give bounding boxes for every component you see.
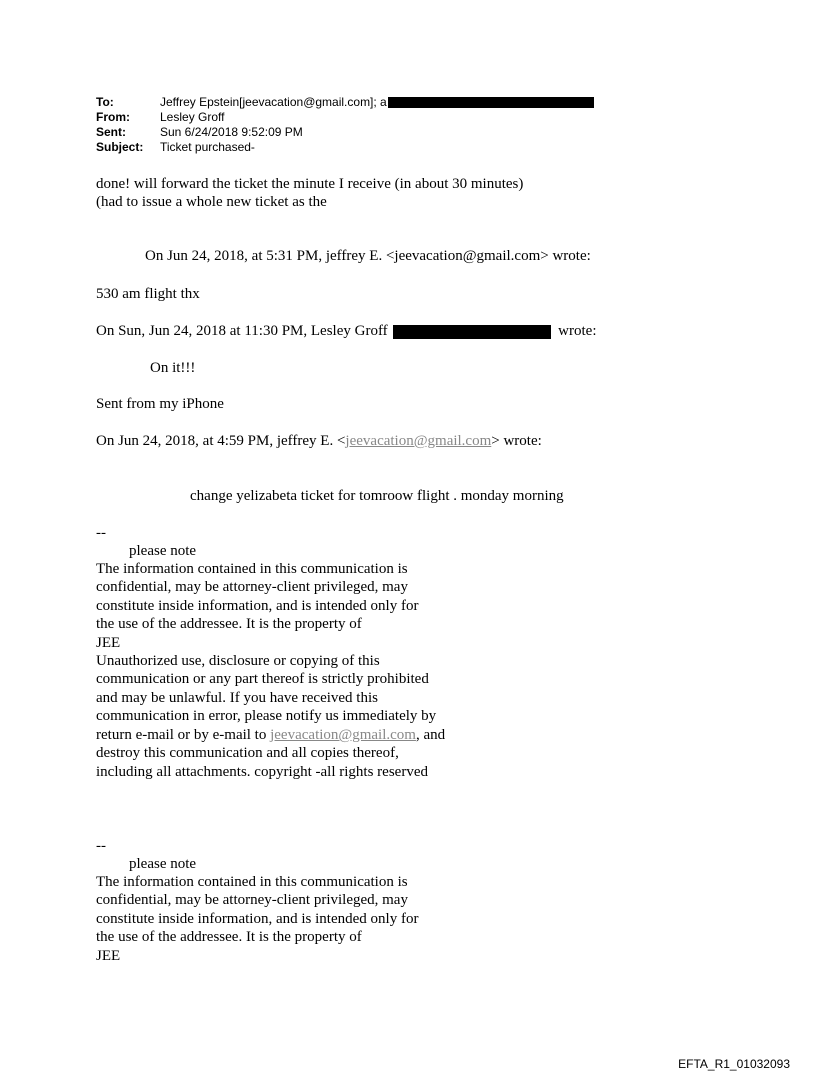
from-row [96,110,594,125]
disclaimer1-line [96,726,445,744]
disclaimer1-l10-suffix: , and [415,727,446,743]
subject-value: Ticket purchased- [160,140,255,154]
disclaimer2-line: The information contained in this communication is [96,874,408,890]
to-label: To: [96,95,114,109]
disclaimer1-line: constitute inside information, and is intended only for [96,598,419,614]
disclaimer1-line: and may be unlawful. If you have received this [96,690,378,706]
disclaimer2-title: please note [129,856,197,872]
quote3-header [96,432,542,450]
sent-value: Sun 6/24/2018 9:52:09 PM [160,125,303,139]
quote2-header-prefix: On Sun, Jun 24, 2018 at 11:30 PM, Lesley Groff [96,323,388,339]
quote3-header-suffix: > wrote: [491,433,542,449]
body-line-1: done! will forward the ticket the minute I receive (in about 30 minutes) [96,176,524,192]
body-line-2: (had to issue a whole new ticket as the [96,194,327,210]
sent-from-line: Sent from my iPhone [96,396,224,412]
sent-label: Sent: [96,125,126,139]
disclaimer1-line: communication or any part thereof is strictly prohibited [96,671,429,687]
subject-row [96,140,594,155]
quote2-header [96,322,597,340]
disclaimer1-line: communication in error, please notify us immediately by [96,708,437,724]
disclaimer1-line: the use of the addressee. It is the property of [96,616,362,632]
disclaimer1-dashes: -- [96,525,106,541]
disclaimer1-line: including all attachments. copyright -all rights reserved [96,764,428,780]
disclaimer1-line: The information contained in this communication is [96,561,408,577]
disclaimer1-line: JEE [96,635,121,651]
quote3-header-prefix: On Jun 24, 2018, at 4:59 PM, jeffrey E. < [96,433,346,449]
redaction-bar [388,97,594,108]
quote2-text: On it!!! [150,360,196,376]
from-value: Lesley Groff [160,110,225,124]
quote1-text: 530 am flight thx [96,286,200,302]
quote1-header: On Jun 24, 2018, at 5:31 PM, jeffrey E. <jeevacation@gmail.com> wrote: [145,248,591,264]
subject-label: Subject: [96,140,144,154]
document-id: EFTA_R1_01032093 [678,1057,790,1071]
to-row [96,95,594,110]
quote3-text: change yelizabeta ticket for tomroow flight . monday morning [190,488,564,504]
sent-row [96,125,594,140]
disclaimer1-line: confidential, may be attorney-client privileged, may [96,579,408,595]
disclaimer2-line: constitute inside information, and is intended only for [96,911,419,927]
quote3-email-link[interactable]: jeevacation@gmail.com [345,433,492,449]
disclaimer1-line: destroy this communication and all copies thereof, [96,745,399,761]
email-header [96,95,594,155]
disclaimer1-l10-prefix: return e-mail or by e-mail to [96,727,271,743]
disclaimer2-line: JEE [96,948,121,964]
redaction-bar [393,325,551,339]
disclaimer1-line: Unauthorized use, disclosure or copying of this [96,653,380,669]
disclaimer2-line: confidential, may be attorney-client privileged, may [96,892,408,908]
disclaimer2-dashes: -- [96,838,106,854]
disclaimer1-email-link[interactable]: jeevacation@gmail.com [270,727,416,743]
from-label: From: [96,110,130,124]
to-value [160,95,594,110]
to-recipients: Jeffrey Epstein[jeevacation@gmail.com]; a [160,95,387,109]
quote2-header-suffix: wrote: [558,323,597,339]
disclaimer2-line: the use of the addressee. It is the property of [96,929,362,945]
disclaimer1-title: please note [129,543,197,559]
